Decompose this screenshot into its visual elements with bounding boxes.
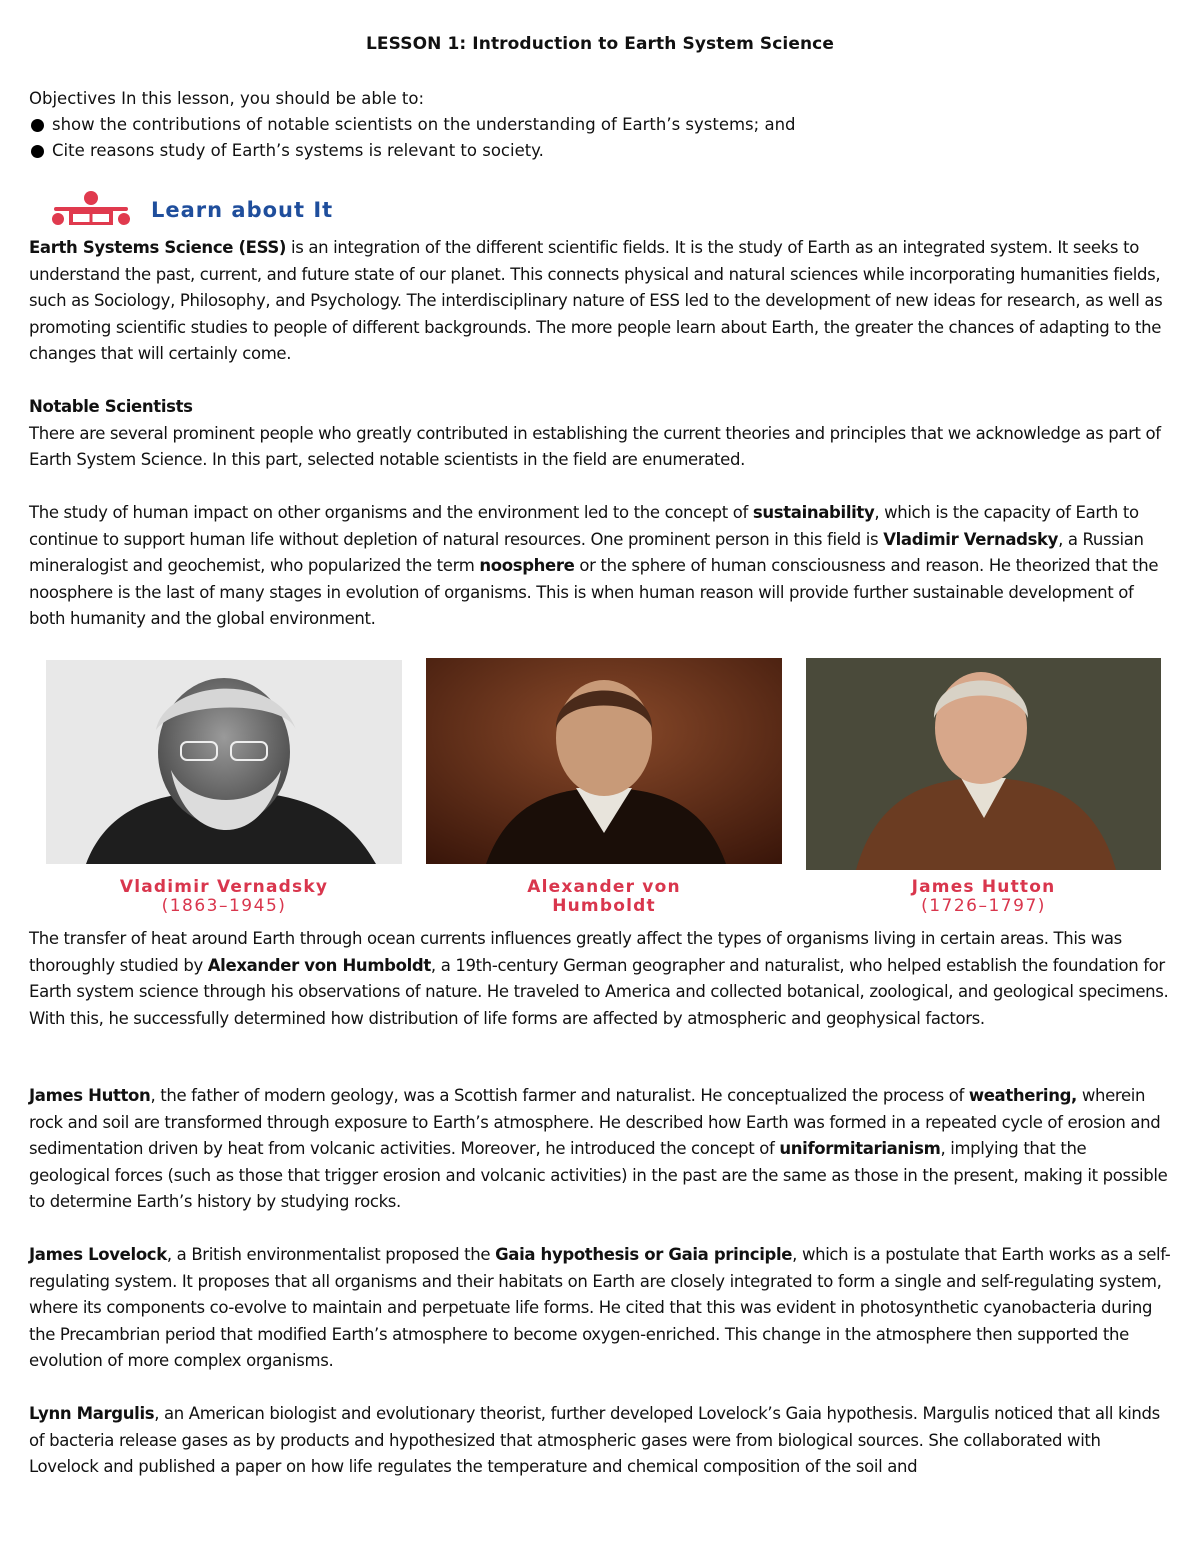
hutton-portrait [806, 658, 1161, 870]
caption-vernadsky: Vladimir Vernadsky (1863–1945) [119, 877, 329, 916]
banner-label: Learn about It [151, 198, 334, 222]
objective-text: show the contributions of notable scientists on the understanding of Earth’s systems; and [52, 115, 796, 134]
vernadsky-portrait [46, 660, 402, 864]
margulis-paragraph: Lynn Margulis, an American biologist and evolutionary theorist, further developed Lovelock’s Gaia hypothesis. Margulis noticed that all kinds of bacteria release gases as by products and hypothesized that atmospheric gases were from biological sources. She collaborated with Lovelock and published a paper on how life regulates the temperature and chemical composition of the soil and [29, 1404, 1160, 1476]
hutton-paragraph: James Hutton, the father of modern geology, was a Scottish farmer and naturalist. He conceptualized the process of weathering, wherein rock and soil are transformed through exposure to Earth’s atmosphere. He described how Earth was formed in a repeated cycle of erosion and sedimentation driven by heat from volcanic activities. Moreover, he introduced the concept of uniformitarianism, implying that the geological forces (such as those that trigger erosion and volcanic activities) in the past are the same as those in the present, making it possible to determine Earth’s history by studying rocks. [29, 1086, 1168, 1211]
caption-humboldt: Alexander von Humboldt [527, 877, 681, 916]
scientist-portraits [46, 658, 1171, 868]
ess-term: Earth Systems Science (ESS) [29, 238, 287, 257]
bullet-icon [31, 145, 44, 158]
objectives-intro: Objectives In this lesson, you should be able to: [29, 89, 425, 108]
vernadsky-paragraph: The study of human impact on other organisms and the environment led to the concept of sustainability, which is the capacity of Earth to continue to support human life without depletion of natural resources. One prominent person in this field is Vladimir Vernadsky, a Russian mineralogist and geochemist, who popularized the term noosphere or the sphere of human consciousness and reason. He theorized that the noosphere is the last of many stages in evolution of organisms. This is when human reason will provide further sustainable development of both humanity and the global environment. [29, 503, 1159, 628]
objectives-section [29, 86, 796, 164]
bullet-icon [31, 119, 44, 132]
humboldt-paragraph: The transfer of heat around Earth through ocean currents influences greatly affect the types of organisms living in certain areas. This was thoroughly studied by Alexander von Humboldt, a 19th-century German geographer and naturalist, who helped establish the foundation for Earth system science through his observations of nature. He traveled to America and collected botanical, zoological, and geological specimens. With this, he successfully determined how distribution of life forms are affected by atmospheric and geophysical factors. [29, 929, 1169, 1028]
lesson-title: LESSON 1: Introduction to Earth System Science [366, 34, 834, 54]
reading-person-icon [49, 190, 133, 230]
caption-hutton: James Hutton (1726–1797) [911, 877, 1056, 916]
section-heading: Notable Scientists [29, 397, 193, 416]
notable-scientists-text: There are several prominent people who greatly contributed in establishing the current theories and principles that we acknowledge as part of Earth System Science. In this part, selected notable scientists in the field are enumerated. [29, 423, 1161, 469]
objective-item [29, 112, 796, 138]
learn-about-it-banner [49, 190, 333, 230]
lovelock-paragraph: James Lovelock, a British environmentalist proposed the Gaia hypothesis or Gaia principle, which is a postulate that Earth works as a self-regulating system. It proposes that all organisms and their habitats on Earth are closely integrated to form a single and self-regulating system, where its components co-evolve to maintain and perpetuate life forms. He cited that this was evident in photosynthetic cyanobacteria during the Precambrian period that modified Earth’s atmosphere to become oxygen-enriched. This change in the atmosphere then supported the evolution of more complex organisms. [29, 1245, 1171, 1370]
objective-item [29, 138, 796, 164]
objective-text: Cite reasons study of Earth’s systems is relevant to society. [52, 141, 544, 160]
ess-paragraph: Earth Systems Science (ESS) is an integration of the different scientific fields. It is the study of Earth as an integrated system. It seeks to understand the past, current, and future state of our planet. This connects physical and natural sciences while incorporating humanities fields, such as Sociology, Philosophy, and Psychology. The interdisciplinary nature of ESS led to the development of new ideas for research, as well as promoting scientific studies to people of different backgrounds. The more people learn about Earth, the greater the chances of adapting to the changes that will certainly come. [29, 238, 1163, 363]
notable-scientists-section [29, 394, 1171, 474]
humboldt-portrait [426, 658, 782, 864]
